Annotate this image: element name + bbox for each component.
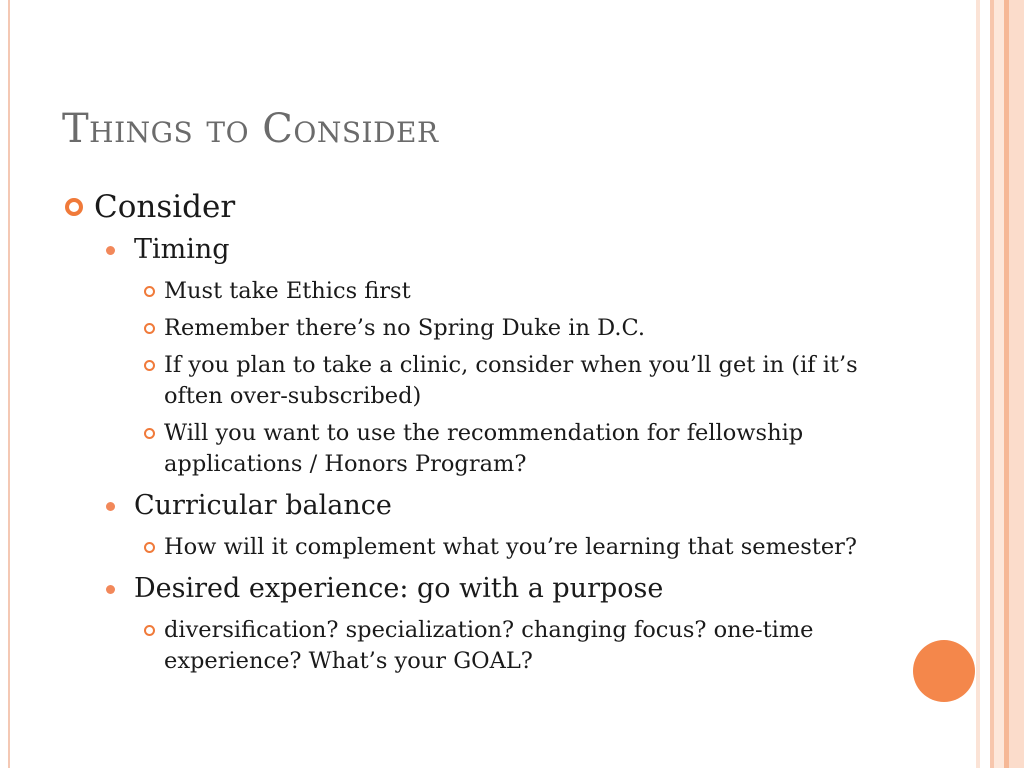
point-item: [62, 418, 902, 480]
dot-bullet-icon: [106, 246, 115, 255]
sub-bullet-text: Curricular balance: [134, 490, 392, 521]
left-border-line: [8, 0, 10, 768]
small-ring-bullet-icon: [144, 323, 155, 334]
point-item: [62, 615, 902, 677]
small-ring-bullet-icon: [144, 360, 155, 371]
decorative-circle: [913, 640, 975, 702]
sub-bullet-desired-experience: [62, 569, 902, 609]
point-item: [62, 532, 902, 563]
small-ring-bullet-icon: [144, 542, 155, 553]
point-item: [62, 313, 902, 344]
ring-bullet-icon: [65, 198, 83, 216]
point-text: diversification? specialization? changing focus? one-time experience? What’s your GOAL?: [164, 617, 814, 674]
point-text: Remember there’s no Spring Duke in D.C.: [164, 315, 646, 341]
point-text: How will it complement what you’re learning that semester?: [164, 534, 857, 560]
sub-bullet-text: Timing: [134, 234, 230, 265]
slide-body: [62, 186, 902, 677]
small-ring-bullet-icon: [144, 428, 155, 439]
dot-bullet-icon: [106, 502, 115, 511]
point-item: [62, 276, 902, 307]
sub-bullet-timing: [62, 230, 902, 270]
right-decorative-stripes: [976, 0, 1024, 768]
point-text: If you plan to take a clinic, consider when you’ll get in (if it’s often over-subscribed): [164, 352, 858, 409]
sub-bullet-curricular-balance: [62, 486, 902, 526]
point-text: Must take Ethics first: [164, 278, 411, 304]
slide-title: Things to Consider: [62, 106, 439, 152]
small-ring-bullet-icon: [144, 625, 155, 636]
point-text: Will you want to use the recommendation for fellowship applications / Honors Program?: [164, 420, 804, 477]
small-ring-bullet-icon: [144, 286, 155, 297]
bullet-text: Consider: [94, 189, 236, 225]
sub-bullet-text: Desired experience: go with a purpose: [134, 573, 664, 604]
dot-bullet-icon: [106, 585, 115, 594]
point-item: [62, 350, 902, 412]
bullet-consider: [62, 186, 902, 228]
